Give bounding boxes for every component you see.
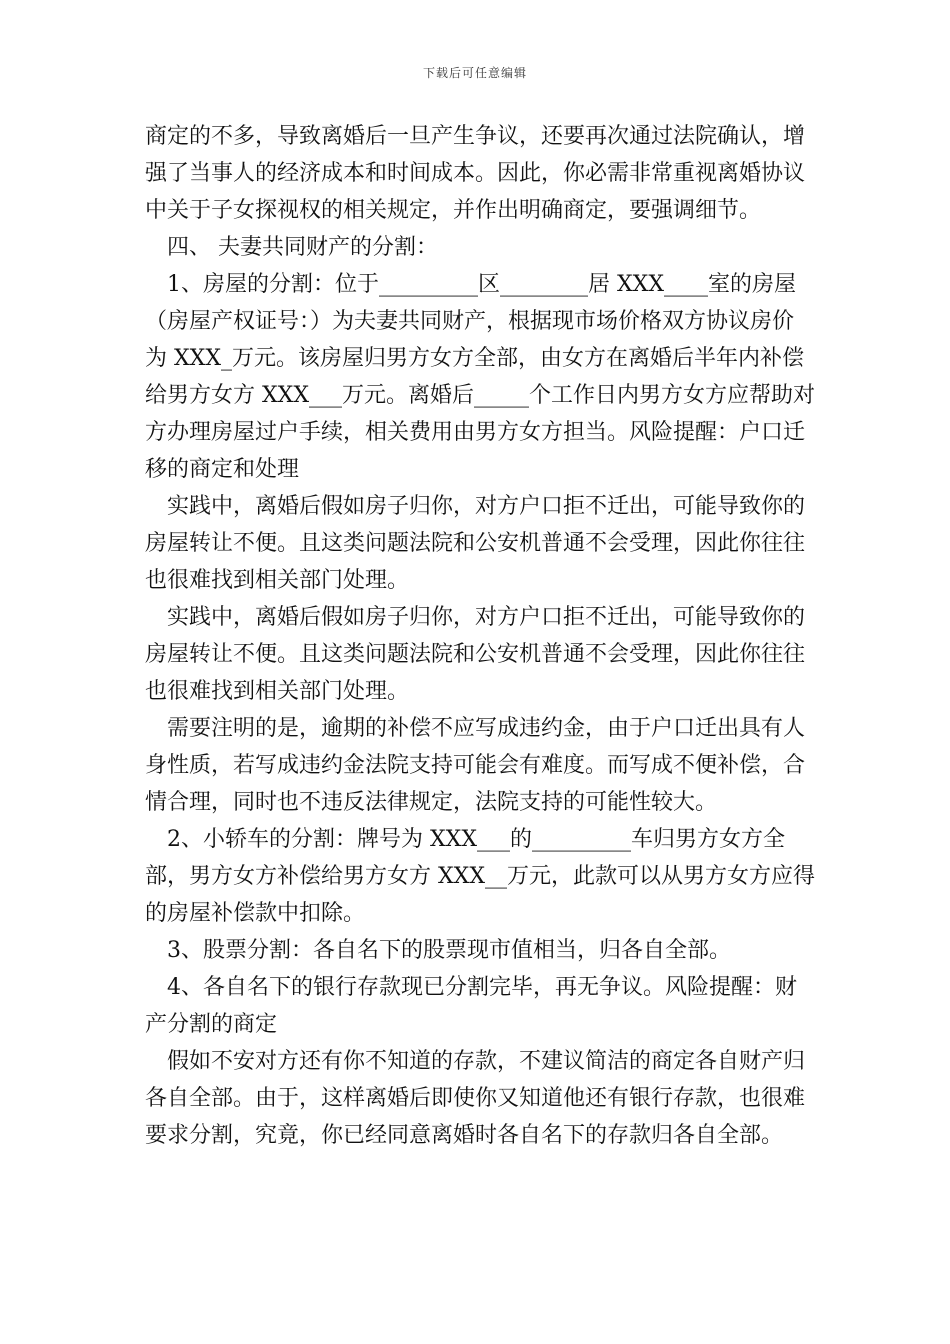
paragraph-house-division: 1、房屋的分割：位于_________区________居 XXX____室的房屋（房屋产权证号：）为夫妻共同财产，根据现市场价格双方协议房价为 XXX_万元。该房屋归男方女方全部，由女方在离婚后半年内补偿给男方女方 XXX___万元。离婚后_____个工作日内男方女方应帮助对方办理房屋过户手续，相关费用由男方女方担当。风险提醒：户口迁移的商定和处理 <box>145 272 815 482</box>
paragraph-car-division: 2、小轿车的分割：牌号为 XXX___的_________车归男方女方全部，男方女方补偿给男方女方 XXX__万元，此款可以从男方女方应得的房屋补偿款中扣除。 <box>145 827 815 926</box>
paragraph-child-visitation-conclusion: 商定的不多，导致离婚后一旦产生争议，还要再次通过法院确认，增强了当事人的经济成本和时间成本。因此，你必需非常重视离婚协议中关于子女探视权的相关规定，并作出明确商定，要强调细节。 <box>145 124 806 223</box>
section-heading-joint-property: 四、 夫妻共同财产的分割： <box>167 235 438 260</box>
paragraph-stock-division: 3、股票分割：各自名下的股票现市值相当，归各自全部。 <box>167 938 731 963</box>
paragraph-deposit-risk: 假如不安对方还有你不知道的存款，不建议简洁的商定各自财产归各自全部。由于，这样离婚后即使你又知道他还有银行存款，也很难要求分割，究竟，你已经同意离婚时各自名下的存款归各自全部。 <box>145 1049 806 1148</box>
paragraph-compensation-note: 需要注明的是，逾期的补偿不应写成违约金，由于户口迁出具有人身性质，若写成违约金法院支持可能会有难度。而写成不便补偿，合情合理，同时也不违反法律规定，法院支持的可能性较大。 <box>145 716 806 815</box>
paragraph-household-registration-1: 实践中，离婚后假如房子归你，对方户口拒不迁出，可能导致你的房屋转让不便。且这类问题法院和公安机普通不会受理，因此你往往也很难找到相关部门处理。 <box>145 494 806 593</box>
page-header: 下载后可任意编辑 <box>422 66 527 80</box>
paragraph-household-registration-2: 实践中，离婚后假如房子归你，对方户口拒不迁出，可能导致你的房屋转让不便。且这类问题法院和公安机普通不会受理，因此你往往也很难找到相关部门处理。 <box>145 605 806 704</box>
document-body <box>145 118 815 1154</box>
paragraph-bank-deposit: 4、各自名下的银行存款现已分割完毕，再无争议。风险提醒：财产分割的商定 <box>145 975 797 1037</box>
